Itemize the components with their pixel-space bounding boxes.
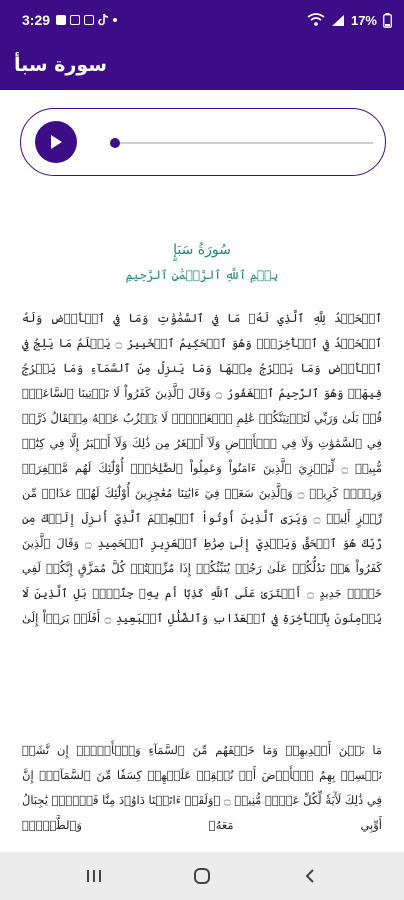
page-title: سورة سبأ: [14, 54, 107, 76]
back-button[interactable]: [290, 861, 330, 891]
play-icon: [48, 134, 64, 150]
surah-header: [0, 242, 404, 282]
status-right: [307, 13, 392, 28]
wifi-icon: [307, 13, 325, 27]
recents-button[interactable]: [74, 861, 114, 891]
app-bar: [0, 40, 404, 90]
audio-player: [20, 108, 386, 176]
back-icon: [304, 868, 316, 884]
home-icon: [193, 867, 211, 885]
system-nav-bar: [0, 852, 404, 900]
status-left: [22, 12, 117, 28]
basmala: بِسۡمِ ٱللَّهِ ٱلرَّحۡمَٰنِ ٱلرَّحِيمِ: [125, 268, 279, 282]
seek-bar[interactable]: [111, 142, 373, 144]
battery-icon: [383, 13, 392, 28]
tiktok-icon: [98, 14, 109, 26]
quran-text-block-next: مَا بَيۡنَ أَيۡدِيهِمۡ وَمَا خَلۡفَهُم مِّنَ ٱلسَّمَآءِ وَٱلۡأَرۡضِۚ إِن نَّشَأۡ نَخۡسِفۡ بِهِمُ ٱلۡأَرۡضَ أَوۡ نُسۡقِطۡ عَلَيۡهِمۡ كِسَفٗا مِّنَ ٱلسَّمَآءِۚ إِنَّ فِي ذَٰلِكَ لَأٓيَةٗ لِّكُلِّ عَبۡدٖ مُّنِيبٖ ۝ ۞وَلَقَدۡ ءَاتَيۡنَا دَاوُۥدَ مِنَّا فَضۡلٗاۖ يَٰجِبَالُ أَوِّبِي مَعَهُۥ وَٱلطَّيۡرَۖ: [22, 743, 382, 832]
message-icon: [70, 15, 80, 25]
battery-percent: 17%: [350, 12, 377, 28]
quran-text-block: ٱلۡحَمۡدُ لِلَّهِ ٱلَّذِي لَهُۥ مَا فِي ٱلسَّمَٰوَٰتِ وَمَا فِي ٱلۡأَرۡضِ وَلَهُ ٱلۡحَمۡدُ فِي ٱلۡأٓخِرَةِۚ وَهُوَ ٱلۡحَكِيمُ ٱلۡخَبِيرُ ۝ يَعۡلَمُ مَا يَلِجُ فِي ٱلۡأَرۡضِ وَمَا يَخۡرُجُ مِنۡهَا وَمَا يَنزِلُ مِنَ ٱلسَّمَآءِ وَمَا يَعۡرُجُ فِيهَاۚ وَهُوَ ٱلرَّحِيمُ ٱلۡغَفُورُ ۝ وَقَالَ ٱلَّذِينَ كَفَرُواْ لَا تَأۡتِينَا ٱلسَّاعَةُۖ قُلۡ بَلَىٰ وَرَبِّي لَتَأۡتِيَنَّكُمۡ عَٰلِمِ ٱلۡغَيۡبِۖ لَا يَعۡزُبُ عَنۡهُ مِثۡقَالُ ذَرَّةٖ فِي ٱلسَّمَٰوَٰتِ وَلَا فِي ٱلۡأَرۡضِ وَلَآ أَصۡغَرُ مِن ذَٰلِكَ وَلَآ أَكۡبَرُ إِلَّا فِي كِتَٰبٖ مُّبِينٖ ۝ لِّيَجۡزِيَ ٱلَّذِينَ ءَامَنُواْ وَعَمِلُواْ ٱلصَّٰلِحَٰتِۚ أُوْلَٰٓئِكَ لَهُم مَّغۡفِرَةٞ وَرِزۡقٞ كَرِيمٞ ۝ وَٱلَّذِينَ سَعَوۡ فِيٓ ءَايَٰتِنَا مُعَٰجِزِينَ أُوْلَٰٓئِكَ لَهُمۡ عَذَابٞ مِّن رِّجۡزٍ أَلِيمٞ ۝ وَيَرَى ٱلَّذِينَ أُوتُواْ ٱلۡعِلۡمَ ٱلَّذِيٓ أُنزِلَ إِلَيۡكَ مِن رَّبِّكَ هُوَ ٱلۡحَقَّ وَيَهۡدِيٓ إِلَىٰ صِرَٰطِ ٱلۡعَزِيزِ ٱلۡحَمِيدِ ۝ وَقَالَ ٱلَّذِينَ كَفَرُواْ هَلۡ نَدُلُّكُمۡ عَلَىٰ رَجُلٖ يُنَبِّئُكُمۡ إِذَا مُزِّقۡتُمۡ كُلَّ مُمَزَّقٍ إِنَّكُمۡ لَفِي خَلۡقٖ جَدِيدٍ ۝ أَفۡتَرَىٰ عَلَى ٱللَّهِ كَذِبًا أَم بِهِۦ جِنَّةُۢۗ بَلِ ٱلَّذِينَ لَا يُؤۡمِنُونَ بِٱلۡأٓخِرَةِ فِي ٱلۡعَذَابِ وَٱلضَّلَٰلِ ٱلۡبَعِيدِ ۝ أَفَلَمۡ يَرَوۡاْ إِلَىٰ: [22, 311, 383, 625]
play-button[interactable]: [35, 121, 77, 163]
notification-square-icon: [56, 15, 66, 25]
seek-thumb[interactable]: [110, 138, 120, 148]
gallery-icon: [84, 15, 94, 25]
notification-icons: [56, 14, 117, 26]
signal-icon: [331, 14, 345, 27]
mushaf-page[interactable]: [0, 200, 404, 852]
dot-icon: [113, 18, 117, 22]
status-time: 3:29: [22, 12, 51, 28]
surah-name: سُورَةُ سَبَإٍ: [173, 242, 231, 258]
recents-icon: [86, 869, 102, 883]
status-bar: [0, 0, 404, 40]
home-button[interactable]: [182, 861, 222, 891]
